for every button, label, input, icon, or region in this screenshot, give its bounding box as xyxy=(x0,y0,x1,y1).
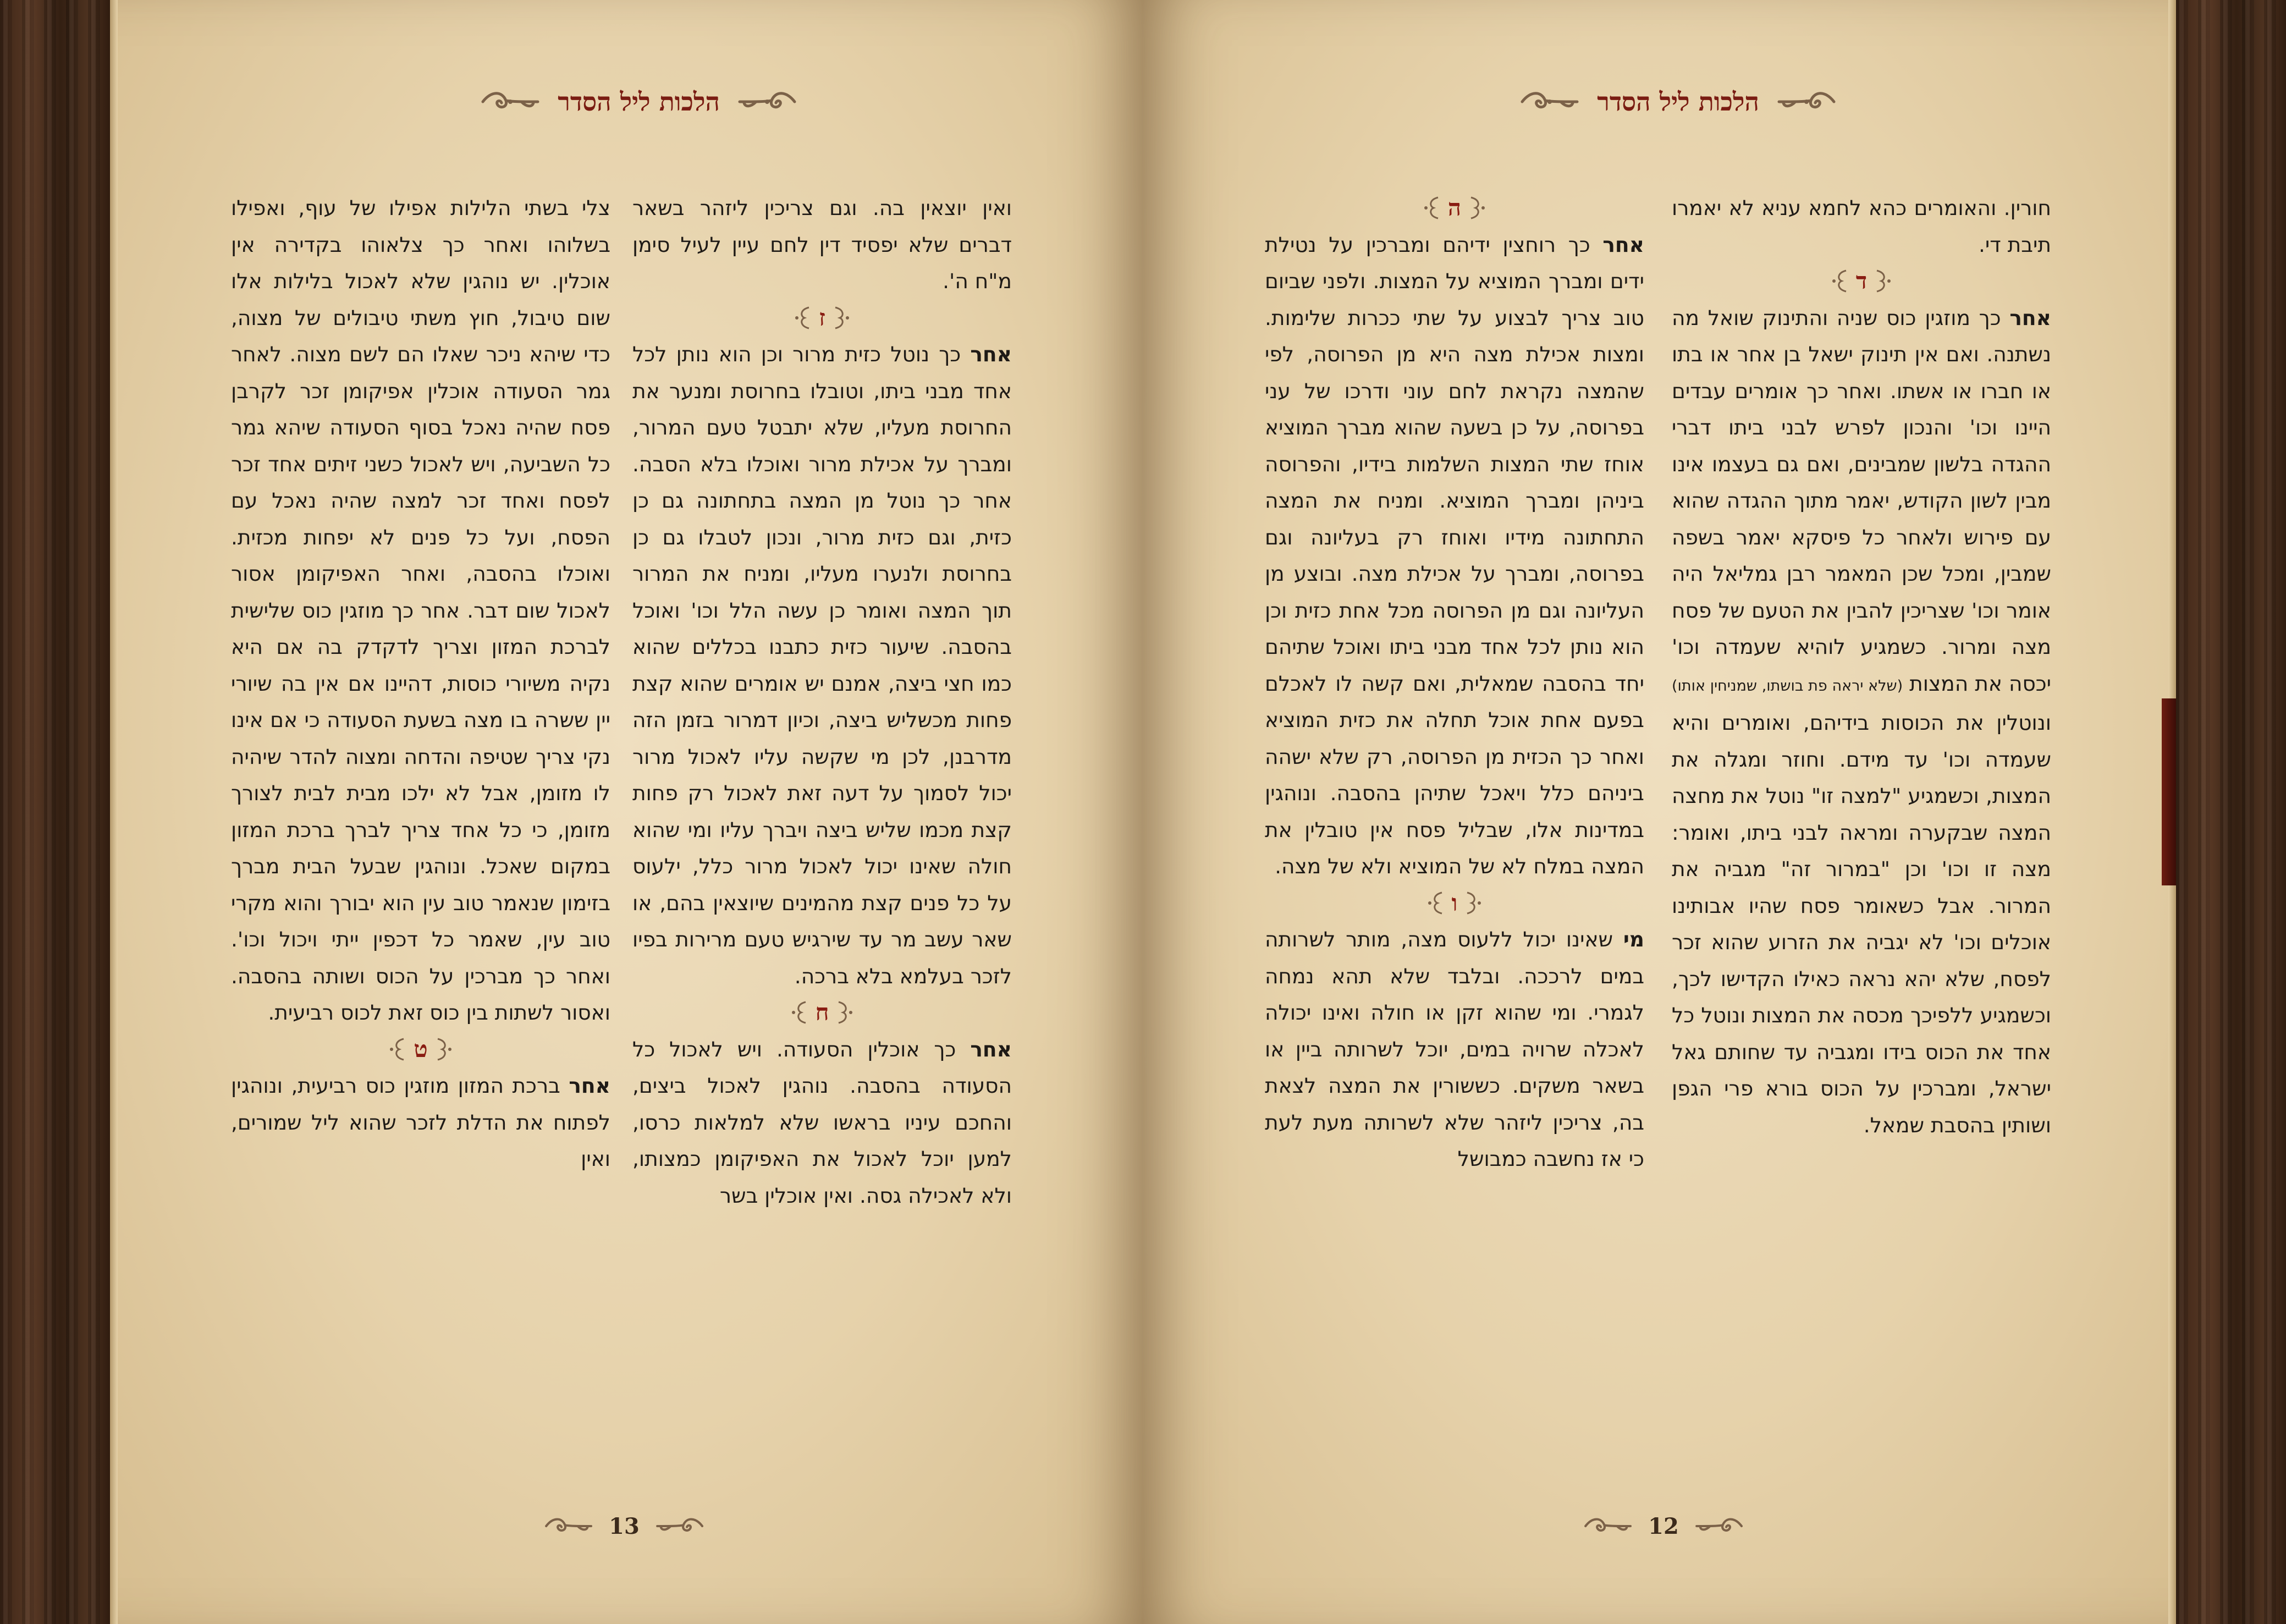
bracket-ornament-icon xyxy=(1425,890,1446,916)
left-page-header xyxy=(448,77,800,126)
right-page-right-column xyxy=(1672,190,2051,1460)
wood-background-left xyxy=(0,0,110,1624)
scroll-ornament-icon xyxy=(653,1510,707,1543)
paragraph xyxy=(1672,300,2051,1144)
paragraph-text: ונוטלין את הכוסות בידיהם, ואומרים והיא שעמדה וכו' עד מידם. וחוזר ומגלה את המצות, וכשמגיע "למצה זו" נוטל את מחצה המצה שבקערה ומראה לבני ביתו, ואומר: מצה זו וכו' וכן "במרור זה" מגביה את המרור. אבל כשאומר פסח שהיו אבותינו אוכלים וכו' לא יגביה את הזרוע שהוא זכר לפסח, שלא יהא נראה כאילו הקדישו לכך, וכשמגיע ללפיכך מכסה את המצות ונוטל כל אחד את הכוס בידו ומגביה עד שחותם גאל ישראל, ומברכין על הכוס בורא פרי הגפן ושותין בהסבת שמאל. xyxy=(1672,711,2051,1137)
section-mark xyxy=(1265,885,1644,922)
paragraph-text: כך אוכלין הסעודה. ויש לאכול כל הסעודה בהסבה. נוהגין לאכול ביצים, והחכם עיניו בראשו שלא למלאות כרסו, למען יוכל לאכול את האפיקומן כמצותו, ולא לאכילה גסה. ואין אוכלין בשר xyxy=(632,1037,1012,1208)
paragraph xyxy=(1265,921,1644,1177)
scroll-ornament-icon xyxy=(1517,85,1583,118)
bracket-ornament-icon xyxy=(1463,890,1484,916)
section-letter: ד xyxy=(1855,267,1868,294)
left-page-footer xyxy=(542,1507,707,1545)
scroll-ornament-icon xyxy=(1692,1510,1746,1543)
paragraph-lead-word: אחר xyxy=(2009,305,2051,330)
section-letter: ו xyxy=(1451,889,1458,916)
page-number: 12 xyxy=(1648,1513,1679,1539)
scroll-ornament-icon xyxy=(1581,1510,1635,1543)
paragraph-lead-word: אחר xyxy=(1602,232,1644,257)
section-letter: ט xyxy=(414,1035,428,1063)
left-page-right-column xyxy=(632,190,1012,1460)
left-page-edge xyxy=(110,0,118,1624)
paragraph-parenthetical: (שלא יראה פת בושתו, שמניחין אותו) xyxy=(1672,677,1903,695)
section-mark xyxy=(1672,263,2051,300)
running-header-title: הלכות ליל הסדר xyxy=(1597,87,1759,117)
paragraph xyxy=(1672,190,2051,263)
paragraph xyxy=(1265,227,1644,885)
paragraph-text: כך מוזגין כוס שניה והתינוק שואל מה נשתנה. ואם אין תינוק ישאל בן אחר או בתו או חברו או אשתו. ואחר כך אומרים עבדים היינו וכו' והנכון לפרש לבני ביתו דברי ההגדה בלשון שמבינים, ואם גם בעצמו אינו מבין לשון הקודש, יאמר מתוך ההגדה שהוא עם פירוש ולאחר כל פיסקא יאמר בשפה שמבין, ומכל שכן המאמר רבן גמליאל היה אומר וכו' שצריכין להבין את הטעם של פסח מצה ומרור. כשמגיע לוהיא שעמדה וכו' יכסה את המצות xyxy=(1672,305,2051,696)
section-mark xyxy=(231,1031,610,1068)
bracket-ornament-icon xyxy=(831,305,852,331)
right-page-footer xyxy=(1581,1507,1746,1545)
paragraph-text: כך רוחצין ידיהם ומברכין על נטילת ידים ומברך המוציא על המצות. ולפני שביום טוב צריך לבצוע על שתי ככרות שלימות. ומצות אכילת מצה היא מן הפרוסה, לפי שהמצה נקראת לחם עוני ודרכו של עני בפרוסה, על כן בשעה שהוא מברך המוציא אוחז שתי המצות השלמות בידיו, והפרוסה ביניהן ומברך המוציא. ומניח את המצה התחתונה מידיו ואוחז רק בעליונה וגם בפרוסה, ומברך על אכילת מצה. ובוצע מן העליונה וגם מן הפרוסה מכל אחת כזית וכן הוא נותן לכל אחד מבני ביתו ואוכל שתיהם יחד בהסבה שמאלית, ואם קשה לו לאכלם בפעם אחת אוכל תחלה את כזית המוציא ואחר כך הכזית מן הפרוסה, רק שלא ישהה ביניהם כלל ויאכל שתיהן בהסבה. ונוהגין במדינות אלו, שבליל פסח אין טובלין את המצה במלח לא של המוציא ולא של מצה. xyxy=(1265,232,1644,878)
scroll-ornament-icon xyxy=(542,1510,596,1543)
paragraph-text: חורין. והאומרים כהא לחמא עניא לא יאמרו תיבת די. xyxy=(1672,196,2051,257)
bracket-ornament-icon xyxy=(1467,195,1488,221)
right-page-left-column xyxy=(1265,190,1644,1460)
section-letter: ה xyxy=(1447,194,1462,221)
paragraph-lead-word: אחר xyxy=(569,1074,610,1098)
paragraph xyxy=(632,1031,1012,1214)
section-mark xyxy=(632,300,1012,337)
section-mark xyxy=(1265,190,1644,227)
scroll-ornament-icon xyxy=(734,85,800,118)
paragraph xyxy=(632,190,1012,300)
paragraph-text: ואין יוצאין בה. וגם צריכין ליזהר בשאר דברים שלא יפסיד דין לחם עיין לעיל סימן מ"ח ה'. xyxy=(632,196,1012,293)
right-page-header xyxy=(1488,77,1839,126)
bracket-ornament-icon xyxy=(789,1000,810,1025)
running-header-title: הלכות ליל הסדר xyxy=(558,87,720,117)
paragraph-lead-word: אחר xyxy=(970,342,1012,366)
bracket-ornament-icon xyxy=(387,1037,408,1062)
bracket-ornament-icon xyxy=(834,1000,855,1025)
paragraph xyxy=(231,190,610,1031)
page-number: 13 xyxy=(609,1513,640,1539)
bracket-ornament-icon xyxy=(433,1037,454,1062)
paragraph-text: כך נוטל כזית מרור וכן הוא נותן לכל אחד מבני ביתו, וטובלו בחרוסת ומנער את החרוסת מעליו, שלא יתבטל טעם המרור, ומברך על אכילת מרור ואוכלו בלא הסבה. אחר כך נוטל מן המצה בתחתונה גם כן כזית, וגם כזית מרור, ונכון לטבלו גם כן בחרוסת ולנערו מעליו, ומניח את המרור תוך המצה ואומר כן עשה הלל וכו' ואוכל בהסבה. שיעור כזית כתבנו בכללים שהוא כמו חצי ביצה, אמנם יש אומרים שהוא קצת פחות מכשליש ביצה, וכיון דמרור בזמן הזה מדרבנן, לכן מי שקשה עליו לאכול מרור יכול לסמוך על דעה זאת לאכול רק פחות קצת מכמו שליש ביצה ויברך עליו ומי שהוא חולה שאינו יכול לאכול מרור כלל, ילעוס על כל פנים קצת מהמינים שיוצאין בהם, או שאר עשב מר עד שירגיש טעם מרירות בפיו לזכר בעלמא בלא ברכה. xyxy=(632,342,1012,988)
bookmark-tab xyxy=(2162,698,2176,885)
paragraph-text: ברכת המזון מוזגין כוס רביעית, ונוהגין לפתוח את הדלת לזכר שהוא ליל שמורים, ואין xyxy=(231,1074,610,1171)
paragraph-lead-word: אחר xyxy=(970,1037,1012,1061)
scroll-ornament-icon xyxy=(1773,85,1839,118)
section-letter: ז xyxy=(819,304,825,331)
paragraph xyxy=(231,1067,610,1177)
bracket-ornament-icon xyxy=(792,305,813,331)
scroll-ornament-icon xyxy=(477,85,543,118)
paragraph xyxy=(632,336,1012,994)
left-page-left-column xyxy=(231,190,610,1460)
section-mark xyxy=(632,994,1012,1031)
section-letter: ח xyxy=(815,999,829,1026)
wood-background-right xyxy=(2176,0,2286,1624)
paragraph-text: שאינו יכול ללעוס מצה, מותר לשרותה במים לרככה. ובלבד שלא תהא נמחה לגמרי. ומי שהוא זקן או חולה ואינו יכולה לאכלה שרויה במים, יוכל לשרותה ביין או בשאר משקים. כששורין את המצה לצאת בה, צריכין ליזהר שלא לשרותה מעת לעת כי אז נחשבה כמבושל xyxy=(1265,927,1644,1171)
bracket-ornament-icon xyxy=(1830,268,1850,294)
paragraph-text: צלי בשתי הלילות אפילו של עוף, ואפילו בשלוהו ואחר כך צלאוהו בקדירה אין אוכלין. יש נוהגין שלא לאכול בלילות אלו שום טיבול, חוץ משתי טיבולים של מצוה, כדי שיהא ניכר שאלו הם לשם מצוה. לאחר גמר הסעודה אוכלין אפיקומן זכר לקרבן פסח שהיה נאכל בסוף הסעודה שיהא גמר כל השביעה, ויש לאכול כשני זיתים אחד זכר לפסח ואחד זכר למצה שהיה נאכל עם הפסח, ועל כל פנים לא יפחות מכזית. ואוכלו בהסבה, ואחר האפיקומן אסור לאכול שום דבר. אחר כך מוזגין כוס שלישית לברכת המזון וצריך לדקדק בה אם היא נקיה משיורי כוסות, דהיינו אם אין בה שיורי יין ששרה בו מצה בשעת הסעודה כי אם אינו נקי צריך שטיפה והדחה ומצוה להדר שיהיה לו מזומן, אבל לא ילכו מבית לבית לצורך מזומן, כי כל אחד צריך לברך ברכת המזון במקום שאכל. ונוהגין שבעל הבית מברך בזימון שנאמר טוב עין הוא יבורך והוא מקרי טוב עין, שאמר כל דכפין ייתי ויכול וכו'. ואחר כך מברכין על הכוס ושותה בהסבה. ואסור לשתות בין כוס זאת לכוס רביעית. xyxy=(231,196,610,1025)
bracket-ornament-icon xyxy=(1872,268,1893,294)
bracket-ornament-icon xyxy=(1422,195,1442,221)
paragraph-lead-word: מי xyxy=(1623,927,1644,951)
